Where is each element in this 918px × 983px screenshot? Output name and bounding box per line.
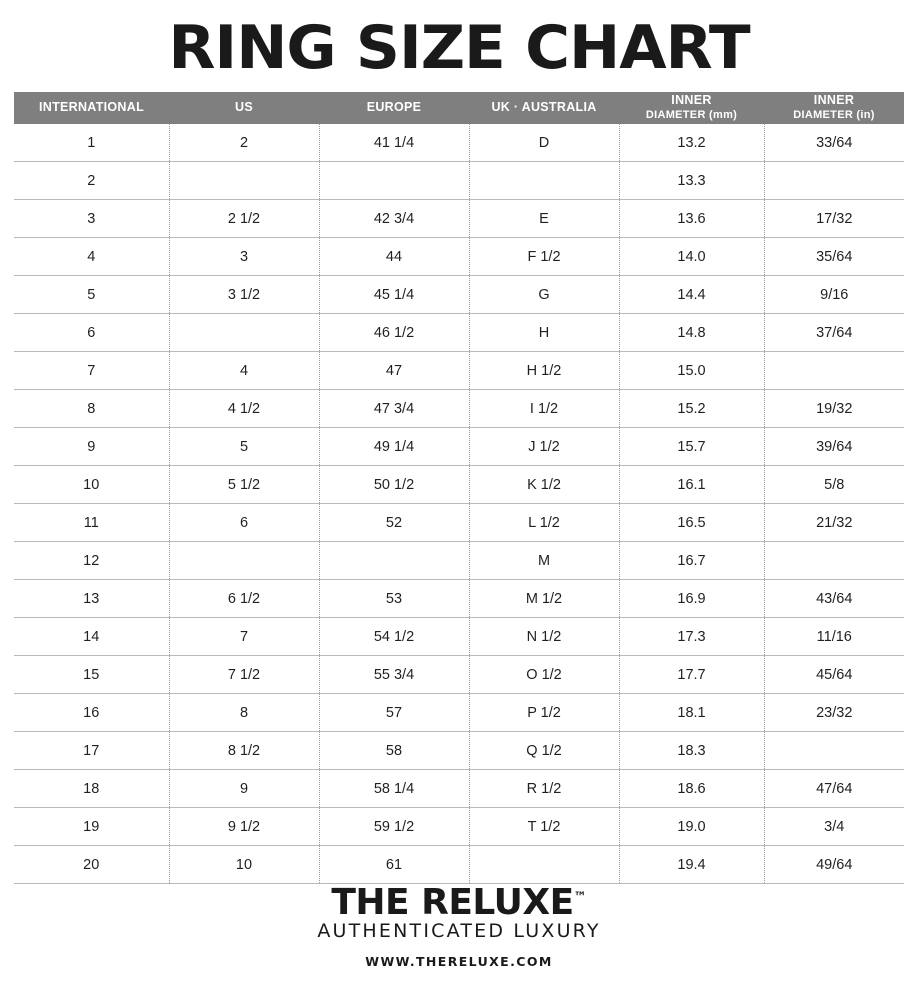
table-row <box>14 428 904 466</box>
cell-inner-diameter-mm: 14.0 <box>619 238 764 276</box>
cell-inner-diameter-in <box>764 352 904 390</box>
brand-name <box>331 884 586 922</box>
cell-inner-diameter-in: 37/64 <box>764 314 904 352</box>
cell-uk-australia: M 1/2 <box>469 580 619 618</box>
cell-uk-australia: L 1/2 <box>469 504 619 542</box>
table-row <box>14 846 904 884</box>
cell-inner-diameter-in: 5/8 <box>764 466 904 504</box>
cell-international: 15 <box>14 656 169 694</box>
table-row <box>14 352 904 390</box>
column-header-international: INTERNATIONAL <box>14 92 169 124</box>
cell-uk-australia: P 1/2 <box>469 694 619 732</box>
table-header-row <box>14 92 904 124</box>
cell-europe: 44 <box>319 238 469 276</box>
table-container <box>0 92 918 884</box>
column-header-inner-diameter-in: INNER DIAMETER (in) <box>764 92 904 124</box>
cell-us: 10 <box>169 846 319 884</box>
cell-international: 4 <box>14 238 169 276</box>
cell-europe: 55 3/4 <box>319 656 469 694</box>
cell-inner-diameter-in: 19/32 <box>764 390 904 428</box>
cell-uk-australia: H 1/2 <box>469 352 619 390</box>
cell-inner-diameter-mm: 18.6 <box>619 770 764 808</box>
cell-uk-australia: F 1/2 <box>469 238 619 276</box>
cell-inner-diameter-mm: 18.3 <box>619 732 764 770</box>
cell-uk-australia: J 1/2 <box>469 428 619 466</box>
table-row <box>14 694 904 732</box>
cell-us: 3 <box>169 238 319 276</box>
cell-uk-australia: D <box>469 124 619 162</box>
cell-inner-diameter-mm: 13.3 <box>619 162 764 200</box>
cell-international: 7 <box>14 352 169 390</box>
cell-international: 9 <box>14 428 169 466</box>
cell-international: 19 <box>14 808 169 846</box>
cell-europe: 47 <box>319 352 469 390</box>
cell-inner-diameter-in: 49/64 <box>764 846 904 884</box>
cell-international: 2 <box>14 162 169 200</box>
cell-inner-diameter-in: 39/64 <box>764 428 904 466</box>
cell-uk-australia: T 1/2 <box>469 808 619 846</box>
cell-inner-diameter-in <box>764 732 904 770</box>
cell-uk-australia: K 1/2 <box>469 466 619 504</box>
cell-us: 2 1/2 <box>169 200 319 238</box>
brand-tagline: AUTHENTICATED LUXURY <box>317 919 601 942</box>
cell-international: 12 <box>14 542 169 580</box>
cell-international: 18 <box>14 770 169 808</box>
cell-international: 16 <box>14 694 169 732</box>
cell-inner-diameter-in: 33/64 <box>764 124 904 162</box>
cell-inner-diameter-in: 35/64 <box>764 238 904 276</box>
cell-inner-diameter-in: 23/32 <box>764 694 904 732</box>
cell-europe: 52 <box>319 504 469 542</box>
cell-us <box>169 162 319 200</box>
cell-us: 9 <box>169 770 319 808</box>
cell-europe: 49 1/4 <box>319 428 469 466</box>
cell-inner-diameter-mm: 14.8 <box>619 314 764 352</box>
cell-us: 2 <box>169 124 319 162</box>
table-row <box>14 504 904 542</box>
cell-international: 3 <box>14 200 169 238</box>
cell-inner-diameter-in <box>764 542 904 580</box>
cell-uk-australia: I 1/2 <box>469 390 619 428</box>
table-row <box>14 542 904 580</box>
cell-inner-diameter-in: 11/16 <box>764 618 904 656</box>
cell-inner-diameter-in <box>764 162 904 200</box>
cell-europe: 53 <box>319 580 469 618</box>
cell-inner-diameter-mm: 18.1 <box>619 694 764 732</box>
cell-inner-diameter-mm: 19.4 <box>619 846 764 884</box>
brand-text: THE RELUXE <box>331 882 574 923</box>
cell-inner-diameter-in: 21/32 <box>764 504 904 542</box>
cell-us: 5 1/2 <box>169 466 319 504</box>
table-row <box>14 732 904 770</box>
cell-uk-australia: M <box>469 542 619 580</box>
table-body <box>14 124 904 884</box>
cell-inner-diameter-in: 47/64 <box>764 770 904 808</box>
cell-inner-diameter-in: 9/16 <box>764 276 904 314</box>
cell-europe: 50 1/2 <box>319 466 469 504</box>
cell-inner-diameter-in: 3/4 <box>764 808 904 846</box>
table-row <box>14 656 904 694</box>
cell-uk-australia: R 1/2 <box>469 770 619 808</box>
table-row <box>14 580 904 618</box>
cell-international: 8 <box>14 390 169 428</box>
cell-uk-australia: H <box>469 314 619 352</box>
cell-us <box>169 542 319 580</box>
table-row <box>14 618 904 656</box>
cell-inner-diameter-mm: 17.3 <box>619 618 764 656</box>
page-title: RING SIZE CHART <box>168 13 750 83</box>
table-header <box>14 92 904 124</box>
cell-europe: 59 1/2 <box>319 808 469 846</box>
cell-europe: 54 1/2 <box>319 618 469 656</box>
cell-europe: 57 <box>319 694 469 732</box>
cell-us: 4 1/2 <box>169 390 319 428</box>
cell-international: 17 <box>14 732 169 770</box>
cell-inner-diameter-in: 45/64 <box>764 656 904 694</box>
cell-us: 8 <box>169 694 319 732</box>
cell-inner-diameter-mm: 16.9 <box>619 580 764 618</box>
cell-international: 10 <box>14 466 169 504</box>
cell-uk-australia: N 1/2 <box>469 618 619 656</box>
cell-europe: 58 1/4 <box>319 770 469 808</box>
cell-europe: 42 3/4 <box>319 200 469 238</box>
cell-inner-diameter-mm: 16.1 <box>619 466 764 504</box>
cell-inner-diameter-mm: 16.7 <box>619 542 764 580</box>
column-header-europe: EUROPE <box>319 92 469 124</box>
cell-europe: 41 1/4 <box>319 124 469 162</box>
column-header-uk-australia: UK · AUSTRALIA <box>469 92 619 124</box>
cell-international: 14 <box>14 618 169 656</box>
table-row <box>14 276 904 314</box>
cell-international: 20 <box>14 846 169 884</box>
ring-size-table <box>14 92 904 884</box>
cell-inner-diameter-mm: 19.0 <box>619 808 764 846</box>
column-header-inner-diameter-mm: INNER DIAMETER (mm) <box>619 92 764 124</box>
cell-inner-diameter-mm: 15.0 <box>619 352 764 390</box>
table-row <box>14 200 904 238</box>
table-row <box>14 124 904 162</box>
cell-europe <box>319 542 469 580</box>
table-row <box>14 770 904 808</box>
cell-inner-diameter-mm: 14.4 <box>619 276 764 314</box>
cell-us: 6 <box>169 504 319 542</box>
cell-europe: 46 1/2 <box>319 314 469 352</box>
table-row <box>14 466 904 504</box>
cell-uk-australia <box>469 162 619 200</box>
footer <box>0 884 918 983</box>
cell-international: 11 <box>14 504 169 542</box>
column-header-us: US <box>169 92 319 124</box>
cell-inner-diameter-mm: 15.7 <box>619 428 764 466</box>
cell-us: 5 <box>169 428 319 466</box>
cell-inner-diameter-in: 17/32 <box>764 200 904 238</box>
cell-us: 6 1/2 <box>169 580 319 618</box>
cell-international: 1 <box>14 124 169 162</box>
cell-europe: 61 <box>319 846 469 884</box>
cell-us: 7 1/2 <box>169 656 319 694</box>
cell-uk-australia: Q 1/2 <box>469 732 619 770</box>
trademark-symbol: ™ <box>573 890 587 905</box>
cell-us <box>169 314 319 352</box>
cell-international: 5 <box>14 276 169 314</box>
cell-europe <box>319 162 469 200</box>
website-url: WWW.THERELUXE.COM <box>365 953 553 969</box>
cell-uk-australia: G <box>469 276 619 314</box>
cell-uk-australia: E <box>469 200 619 238</box>
cell-international: 6 <box>14 314 169 352</box>
cell-us: 9 1/2 <box>169 808 319 846</box>
cell-us: 4 <box>169 352 319 390</box>
cell-inner-diameter-mm: 13.6 <box>619 200 764 238</box>
cell-europe: 47 3/4 <box>319 390 469 428</box>
cell-inner-diameter-mm: 13.2 <box>619 124 764 162</box>
cell-europe: 58 <box>319 732 469 770</box>
table-row <box>14 808 904 846</box>
table-row <box>14 390 904 428</box>
cell-us: 3 1/2 <box>169 276 319 314</box>
cell-inner-diameter-mm: 16.5 <box>619 504 764 542</box>
cell-us: 8 1/2 <box>169 732 319 770</box>
cell-uk-australia <box>469 846 619 884</box>
cell-inner-diameter-mm: 17.7 <box>619 656 764 694</box>
cell-inner-diameter-mm: 15.2 <box>619 390 764 428</box>
table-row <box>14 314 904 352</box>
table-row <box>14 162 904 200</box>
cell-uk-australia: O 1/2 <box>469 656 619 694</box>
cell-us: 7 <box>169 618 319 656</box>
cell-inner-diameter-in: 43/64 <box>764 580 904 618</box>
table-row <box>14 238 904 276</box>
cell-international: 13 <box>14 580 169 618</box>
cell-europe: 45 1/4 <box>319 276 469 314</box>
